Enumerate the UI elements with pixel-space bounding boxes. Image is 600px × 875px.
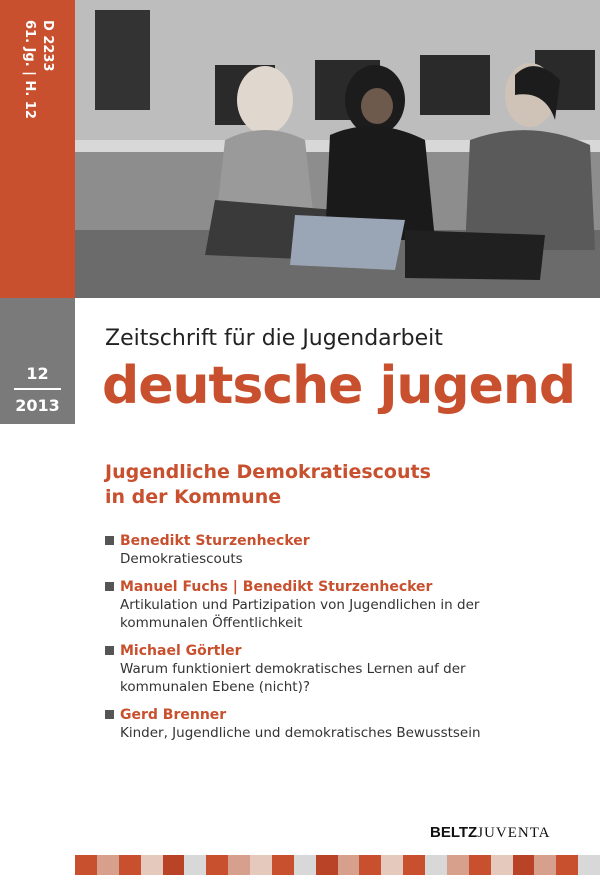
toc-item (105, 706, 585, 742)
issue-number: 12 (26, 364, 49, 383)
toc-title-line: kommunalen Ebene (nicht)? (120, 679, 311, 695)
magazine-title: deutsche jugend (102, 356, 576, 416)
toc-title-line: Kinder, Jugendliche und demokratisches Bewusstsein (120, 725, 481, 741)
spine-volume-text: 61. Jg. | H. 12 (22, 20, 37, 119)
toc-title-line: kommunalen Öffentlichkeit (120, 615, 303, 631)
issue-theme (105, 460, 431, 510)
decorative-color-stripe (75, 855, 600, 875)
toc-item (105, 532, 585, 568)
cover-photo (75, 0, 600, 298)
toc-item (105, 578, 585, 632)
toc-author: Benedikt Sturzenhecker (105, 532, 585, 550)
issue-year: 2013 (15, 396, 60, 415)
spine-accent-panel (0, 0, 75, 298)
toc-title-line: Demokratiescouts (120, 551, 243, 567)
issue-theme-line-1: Jugendliche Demokratiescouts (105, 461, 431, 483)
toc-item (105, 642, 585, 696)
toc-title-line: Artikulation und Partizipation von Jugendlichen in der (120, 597, 480, 613)
issue-theme-line-2: in der Kommune (105, 486, 282, 508)
toc-author: Michael Görtler (105, 642, 585, 660)
issue-divider (14, 388, 61, 390)
spine-code-text: D 2233 (40, 20, 55, 72)
publisher-name-part-1: BELTZ (430, 824, 478, 841)
magazine-subtitle: Zeitschrift für die Jugendarbeit (105, 326, 443, 351)
table-of-contents (105, 532, 585, 752)
publisher-logo (430, 822, 551, 842)
classroom-photo-illustration (75, 0, 600, 298)
toc-author: Manuel Fuchs | Benedikt Sturzenhecker (105, 578, 585, 596)
spine-text-block (22, 20, 62, 170)
publisher-name-part-2: JUVENTA (477, 825, 551, 841)
toc-title-line: Warum funktioniert demokratisches Lernen auf der (120, 661, 466, 677)
toc-author: Gerd Brenner (105, 706, 585, 724)
